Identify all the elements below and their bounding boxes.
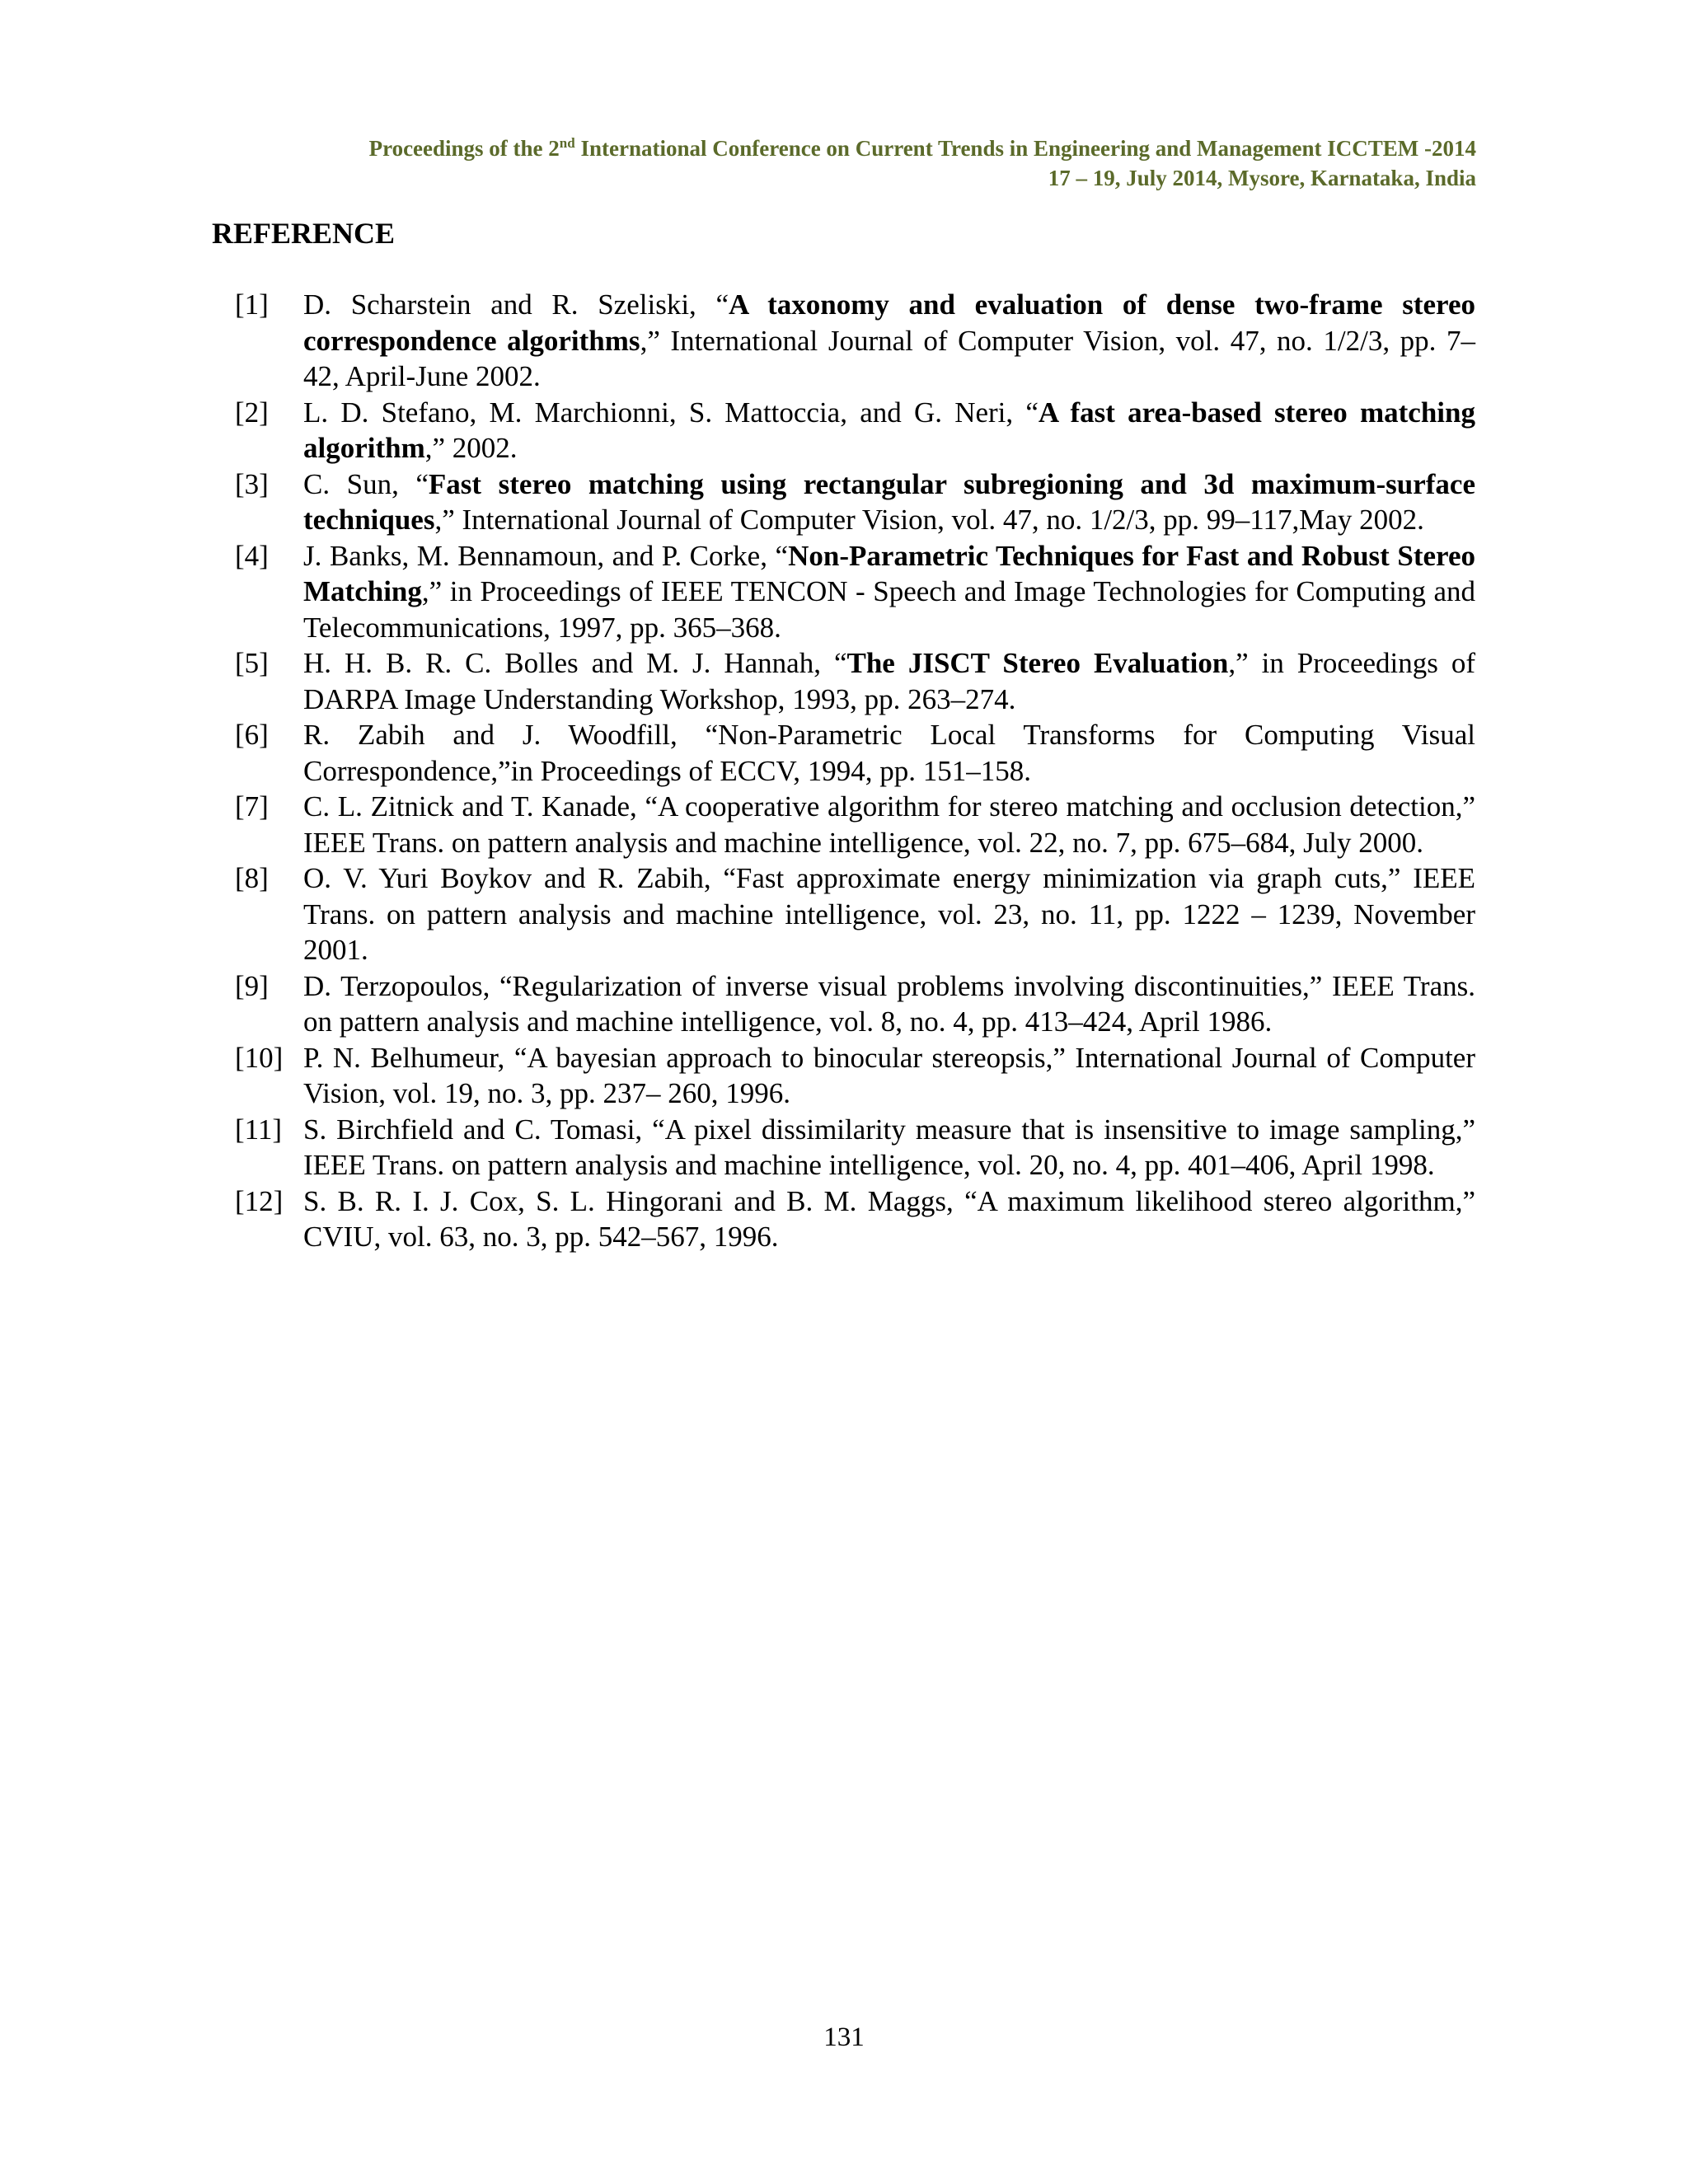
reference-citation: D. Terzopoulos, “Regularization of inverse visual problems involving discontinuities,” IEEE Trans. on pattern analysis and machine intelligence, vol. 8, no. 4, pp. 413–424, April 1986.	[303, 969, 1475, 1038]
reference-text	[303, 789, 1475, 860]
reference-source: ,” International Journal of Computer Vision, vol. 47, no. 1/2/3, pp. 99–117,May 2002.	[434, 504, 1424, 536]
reference-citation: O. V. Yuri Boykov and R. Zabih, “Fast approximate energy minimization via graph cuts,” IEEE Trans. on pattern analysis and machine intelligence, vol. 23, no. 11, pp. 1222 – 1239, November 2001.	[303, 862, 1475, 966]
reference-item	[235, 1183, 1475, 1255]
reference-text	[303, 466, 1475, 538]
reference-text	[303, 717, 1475, 789]
header-line-1-prefix: Proceedings of the 2	[368, 136, 560, 161]
reference-title: A taxonomy and evaluation of dense two-frame stereo correspondence algorithms	[303, 288, 1475, 357]
reference-authors: J. Banks, M. Bennamoun, and P. Corke, “	[303, 539, 789, 572]
reference-text	[303, 1112, 1475, 1183]
reference-text	[303, 860, 1475, 968]
header-line-1-superscript: nd	[559, 135, 575, 151]
reference-item	[235, 860, 1475, 968]
reference-item	[235, 395, 1475, 466]
reference-number: [11]	[235, 1113, 283, 1146]
reference-number: [2]	[235, 396, 269, 429]
reference-title: Fast stereo matching using rectangular subregioning and 3d maximum-surface techniques	[303, 467, 1475, 536]
reference-number: [5]	[235, 647, 269, 679]
page-number: 131	[823, 2022, 865, 2052]
reference-text	[303, 287, 1475, 395]
reference-number: [7]	[235, 790, 269, 823]
reference-source: ,” 2002.	[424, 432, 518, 464]
reference-authors: H. H. B. R. C. Bolles and M. J. Hannah, “	[303, 647, 847, 679]
reference-item	[235, 645, 1475, 717]
reference-item	[235, 466, 1475, 538]
reference-citation: R. Zabih and J. Woodfill, “Non-Parametric Local Transforms for Computing Visual Correspondence,”in Proceedings of ECCV, 1994, pp. 151–158.	[303, 719, 1475, 787]
reference-number: [9]	[235, 969, 269, 1002]
reference-item	[235, 1112, 1475, 1183]
reference-text	[303, 1040, 1475, 1112]
reference-authors: L. D. Stefano, M. Marchionni, S. Mattoccia, and G. Neri, “	[303, 396, 1039, 429]
reference-title: Non-Parametric Techniques for Fast and Robust Stereo Matching	[303, 539, 1475, 607]
reference-number: [8]	[235, 862, 269, 894]
reference-number: [6]	[235, 719, 269, 751]
reference-list	[235, 287, 1475, 1255]
reference-number: [1]	[235, 288, 269, 321]
reference-text	[303, 1183, 1475, 1255]
reference-number: [10]	[235, 1041, 284, 1074]
reference-title: A fast area-based stereo matching algorithm	[303, 396, 1476, 464]
reference-citation: S. Birchfield and C. Tomasi, “A pixel dissimilarity measure that is insensitive to image sampling,” IEEE Trans. on pattern analysis and machine intelligence, vol. 20, no. 4, pp. 401–406, April 1998.	[303, 1113, 1475, 1181]
reference-citation: C. L. Zitnick and T. Kanade, “A cooperative algorithm for stereo matching and occlusion detection,” IEEE Trans. on pattern analysis and machine intelligence, vol. 22, no. 7, pp. 675–684, July 2000.	[303, 790, 1475, 859]
section-title: REFERENCE	[212, 217, 396, 250]
reference-text	[303, 538, 1475, 646]
reference-item	[235, 968, 1475, 1040]
reference-number: [12]	[235, 1184, 284, 1217]
running-header	[369, 129, 1476, 193]
reference-item	[235, 1040, 1475, 1112]
reference-citation: S. B. R. I. J. Cox, S. L. Hingorani and B. M. Maggs, “A maximum likelihood stereo algorithm,” CVIU, vol. 63, no. 3, pp. 542–567, 1996.	[303, 1184, 1475, 1253]
reference-text	[303, 395, 1475, 466]
reference-item	[235, 717, 1475, 789]
reference-item	[235, 538, 1475, 646]
reference-number: [4]	[235, 539, 269, 572]
reference-text	[303, 968, 1475, 1040]
header-line-1	[369, 129, 1476, 163]
reference-source: ,” in Proceedings of IEEE TENCON - Speech and Image Technologies for Computing and Telecommunications, 1997, pp. 365–368.	[303, 575, 1475, 644]
reference-item	[235, 789, 1475, 860]
reference-title: The JISCT Stereo Evaluation	[846, 647, 1229, 679]
header-line-1-suffix: International Conference on Current Trends in Engineering and Management ICCTEM -2014	[574, 136, 1476, 161]
reference-text	[303, 645, 1475, 717]
reference-citation: P. N. Belhumeur, “A bayesian approach to binocular stereopsis,” International Journal of Computer Vision, vol. 19, no. 3, pp. 237– 260, 1996.	[303, 1041, 1475, 1109]
reference-authors: C. Sun, “	[303, 467, 429, 500]
reference-item	[235, 287, 1475, 395]
header-line-2: 17 – 19, July 2014, Mysore, Karnataka, India	[1048, 166, 1476, 190]
reference-number: [3]	[235, 467, 269, 500]
reference-source: ,” International Journal of Computer Vision, vol. 47, no. 1/2/3, pp. 7– 42, April-June 2002.	[303, 324, 1475, 392]
reference-authors: D. Scharstein and R. Szeliski, “	[303, 288, 729, 321]
reference-source: ,” in Proceedings of DARPA Image Understanding Workshop, 1993, pp. 263–274.	[303, 647, 1476, 715]
